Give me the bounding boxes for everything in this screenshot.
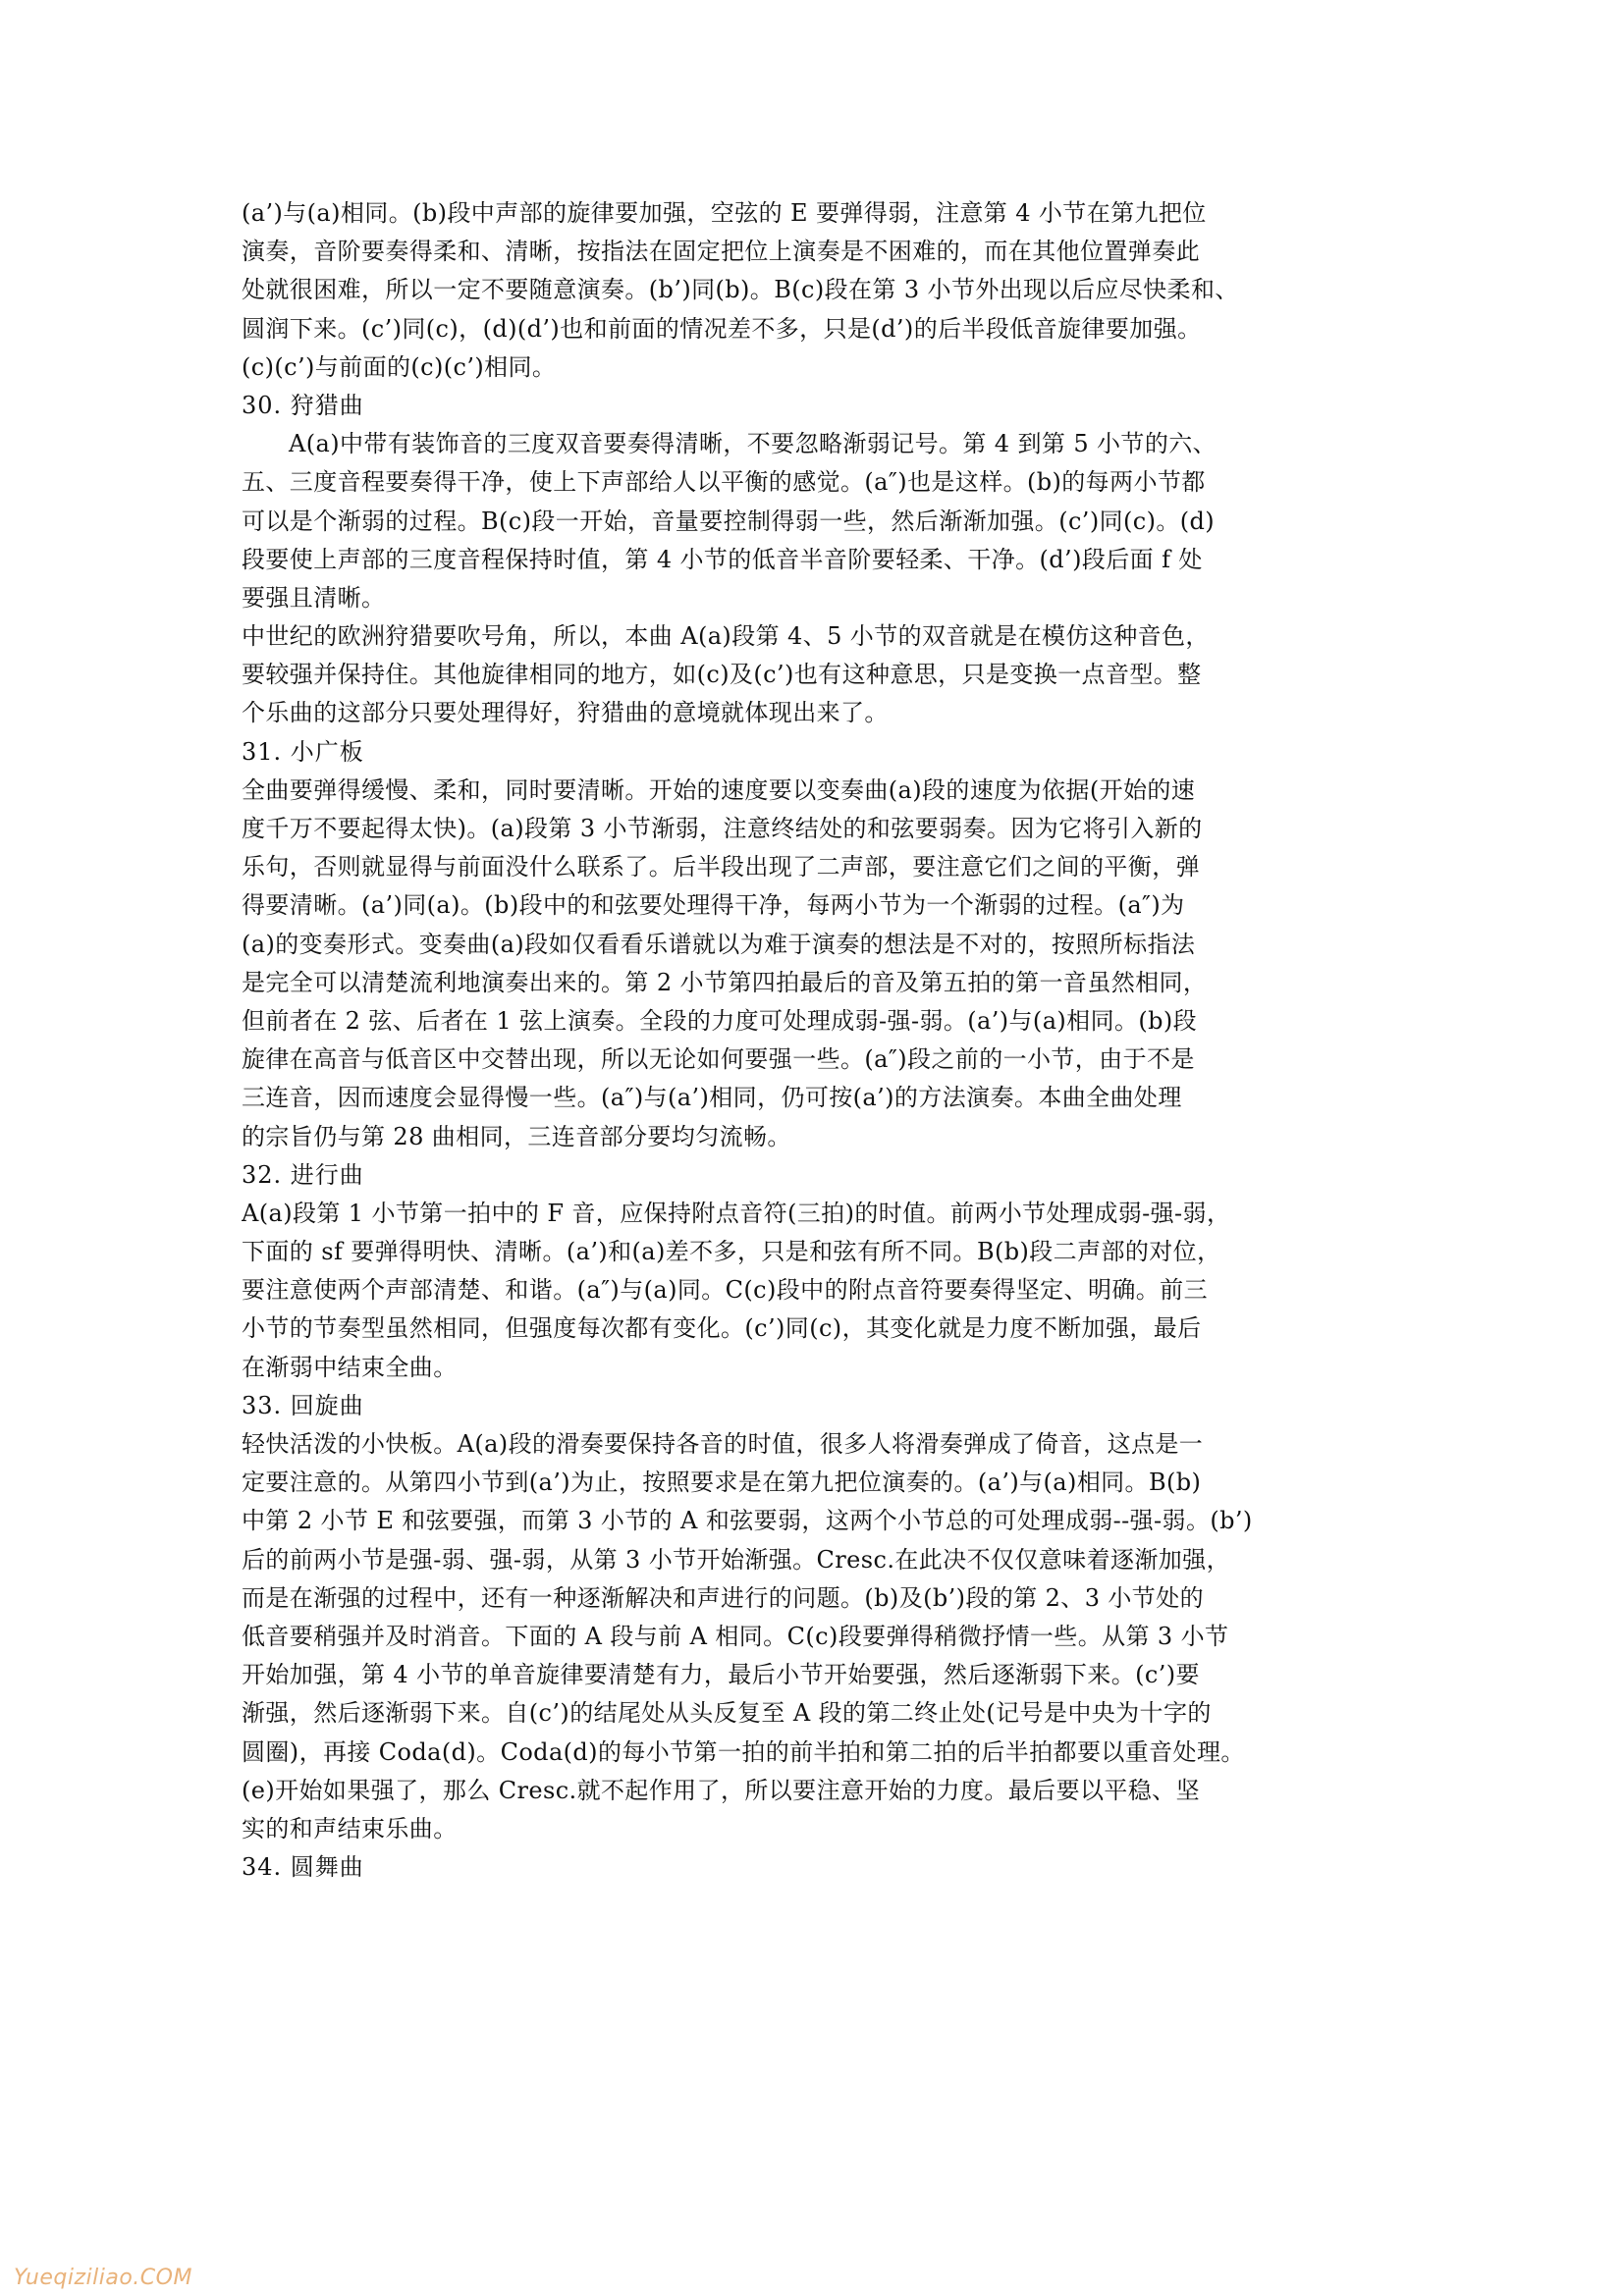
section-heading-32: 32. 进行曲 — [242, 1160, 364, 1189]
text-line: 得要清晰。(a’)同(a)。(b)段中的和弦要处理得干净，每两小节为一个渐弱的过程。(a″)为 — [242, 891, 1185, 920]
text-line: 低音要稍强并及时消音。下面的 A 段与前 A 相同。C(c)段要弹得稍微抒情一些。从第 3 小节 — [242, 1622, 1229, 1650]
text-line: (c)(c’)与前面的(c)(c’)相同。 — [242, 352, 557, 381]
text-line: 下面的 sf 要弹得明快、清晰。(a’)和(a)差不多，只是和弦有所不同。B(b)段二声部的对位， — [242, 1238, 1221, 1266]
text-line: 要强且清晰。 — [242, 583, 386, 612]
site-watermark: Yueqiziliao.COM — [14, 2266, 192, 2290]
text-line: 乐句，否则就显得与前面没什么联系了。后半段出现了二声部，要注意它们之间的平衡，弹 — [242, 853, 1200, 881]
text-line: 圆圈)，再接 Coda(d)。Coda(d)的每小节第一拍的前半拍和第二拍的后半拍都要以重音处理。 — [242, 1737, 1245, 1766]
text-line: (a’)与(a)相同。(b)段中声部的旋律要加强，空弦的 E 要弹得弱，注意第 4 小节在第九把位 — [242, 199, 1207, 227]
text-line: 渐强，然后逐渐弱下来。自(c’)的结尾处从头反复至 A 段的第二终止处(记号是中央为十字的 — [242, 1699, 1212, 1728]
text-line: 而是在渐强的过程中，还有一种逐渐解决和声进行的问题。(b)及(b’)段的第 2、3 小节处的 — [242, 1583, 1205, 1612]
document-body — [242, 194, 1392, 1887]
text-line: 全曲要弹得缓慢、柔和，同时要清晰。开始的速度要以变奏曲(a)段的速度为依据(开始的速 — [242, 775, 1196, 804]
text-line: 开始加强，第 4 小节的单音旋律要清楚有力，最后小节开始要强，然后逐渐弱下来。(c’)要 — [242, 1661, 1200, 1689]
text-line: 是完全可以清楚流利地演奏出来的。第 2 小节第四拍最后的音及第五拍的第一音虽然相同， — [242, 968, 1208, 996]
text-line: 定要注意的。从第四小节到(a’)为止，按照要求是在第九把位演奏的。(a’)与(a)相同。B(b) — [242, 1468, 1202, 1497]
text-line: 五、三度音程要奏得干净，使上下声部给人以平衡的感觉。(a″)也是这样。(b)的每两小节都 — [242, 468, 1206, 497]
section-heading-30: 30. 狩猎曲 — [242, 391, 364, 419]
text-line: 实的和声结束乐曲。 — [242, 1814, 458, 1842]
text-line: 三连音，因而速度会显得慢一些。(a″)与(a’)相同，仍可按(a’)的方法演奏。本曲全曲处理 — [242, 1084, 1182, 1112]
text-line: 圆润下来。(c’)同(c)，(d)(d’)也和前面的情况差不多，只是(d’)的后半段低音旋律要加强。 — [242, 314, 1202, 343]
text-line: A(a)段第 1 小节第一拍中的 F 音，应保持附点音符(三拍)的时值。前两小节处理成弱-强-弱， — [242, 1199, 1231, 1227]
text-line: 中第 2 小节 E 和弦要强，而第 3 小节的 A 和弦要弱，这两个小节总的可处理成弱--强-弱。(b’) — [242, 1507, 1253, 1535]
text-line: 个乐曲的这部分只要处理得好，狩猎曲的意境就体现出来了。 — [242, 699, 889, 727]
text-line: 演奏，音阶要奏得柔和、清晰，按指法在固定把位上演奏是不困难的，而在其他位置弹奏此 — [242, 238, 1200, 266]
text-line: 后的前两小节是强-弱、强-弱，从第 3 小节开始渐强。Cresc.在此决不仅仅意味着逐渐加强， — [242, 1545, 1230, 1574]
text-line: 旋律在高音与低音区中交替出现，所以无论如何要强一些。(a″)段之前的一小节，由于不是 — [242, 1045, 1195, 1074]
text-line: 在渐弱中结束全曲。 — [242, 1353, 458, 1381]
text-line: 的宗旨仍与第 28 曲相同，三连音部分要均匀流畅。 — [242, 1122, 791, 1150]
text-line: 可以是个渐弱的过程。B(c)段一开始，音量要控制得弱一些，然后渐渐加强。(c’)同(c)。(d) — [242, 507, 1216, 535]
text-line: (a)的变奏形式。变奏曲(a)段如仅看看乐谱就以为难于演奏的想法是不对的，按照所标指法 — [242, 930, 1196, 958]
text-line: 轻快活泼的小快板。A(a)段的滑奏要保持各音的时值，很多人将滑奏弹成了倚音，这点是一 — [242, 1430, 1204, 1458]
text-line: 中世纪的欧洲狩猎要吹号角，所以，本曲 A(a)段第 4、5 小节的双音就是在模仿这种音色， — [242, 622, 1210, 651]
text-line: 段要使上声部的三度音程保持时值，第 4 小节的低音半音阶要轻柔、干净。(d’)段后面 f 处 — [242, 545, 1203, 573]
section-heading-31: 31. 小广板 — [242, 737, 364, 766]
text-line: (e)开始如果强了，那么 Cresc.就不起作用了，所以要注意开始的力度。最后要以平稳、坚 — [242, 1776, 1200, 1804]
text-line: 但前者在 2 弦、后者在 1 弦上演奏。全段的力度可处理成弱-强-弱。(a’)与(a)相同。(b)段 — [242, 1006, 1198, 1035]
text-line: 处就很困难，所以一定不要随意演奏。(b’)同(b)。B(c)段在第 3 小节外出现以后应尽快柔和、 — [242, 276, 1239, 304]
section-heading-34: 34. 圆舞曲 — [242, 1853, 364, 1882]
text-line: 度千万不要起得太快)。(a)段第 3 小节渐弱，注意终结处的和弦要弱奏。因为它将引入新的 — [242, 815, 1203, 842]
text-line: 要较强并保持住。其他旋律相同的地方，如(c)及(c’)也有这种意思，只是变换一点音型。整 — [242, 661, 1202, 689]
text-line: 小节的节奏型虽然相同，但强度每次都有变化。(c’)同(c)，其变化就是力度不断加强，最后 — [242, 1314, 1202, 1343]
section-heading-33: 33. 回旋曲 — [242, 1391, 364, 1419]
text-line: 要注意使两个声部清楚、和谐。(a″)与(a)同。C(c)段中的附点音符要奏得坚定、明确。前三 — [242, 1276, 1208, 1305]
text-line: A(a)中带有装饰音的三度双音要奏得清晰，不要忽略渐弱记号。第 4 到第 5 小节的六、 — [289, 430, 1217, 458]
